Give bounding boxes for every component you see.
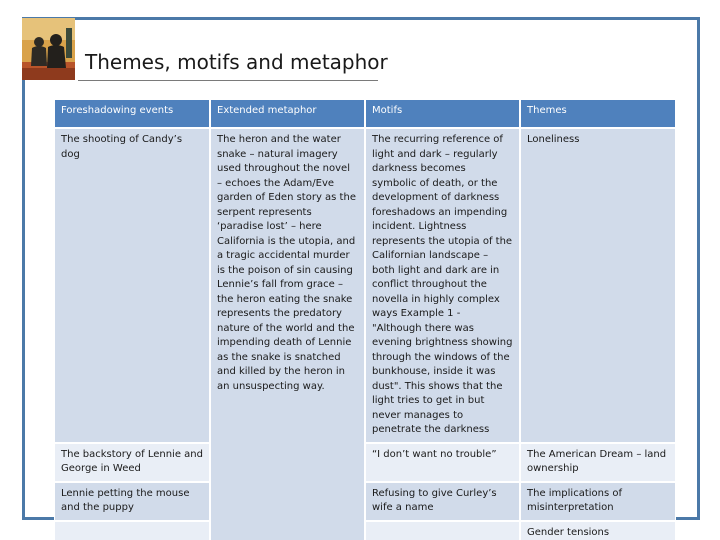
frame-right-border — [697, 17, 700, 520]
frame-top-border — [22, 17, 700, 20]
frame-bottom-right-border — [676, 517, 700, 520]
table-row — [55, 443, 675, 482]
header-themes: Themes — [520, 100, 675, 128]
cell-themes: The implications of misinterpretation — [520, 482, 675, 521]
cell-motifs: “I don’t want no trouble” — [365, 443, 520, 482]
cell-motifs: The recurring reference of light and dark – regularly darkness becomes symbolic of death, or the development of darkness foreshadows an impending incident. Lightness represents the utopia of the Californian landscape – both light and dark are in conflict throughout the novella in highly complex ways Example 1 - "Although there was evening brightness showing through the windows of the bunkhouse, inside it was dust". This shows that the light tries to get in but never manages to penetrate the darkness — [365, 128, 520, 443]
table-row — [55, 482, 675, 521]
themes-table — [55, 100, 675, 540]
cell-themes: Loneliness — [520, 128, 675, 443]
cell-foreshadowing: The backstory of Lennie and George in Weed — [55, 443, 210, 482]
painting-thumbnail-icon — [22, 18, 75, 80]
frame-bottom-left-border — [22, 517, 54, 520]
cell-foreshadowing: Lennie petting the mouse and the puppy — [55, 482, 210, 521]
table-row — [55, 128, 675, 443]
table-row — [55, 521, 675, 540]
cell-foreshadowing: The shooting of Candy’s dog — [55, 128, 210, 443]
frame-left-border — [22, 17, 25, 520]
cell-foreshadowing-empty — [55, 521, 210, 540]
title-underline — [78, 80, 378, 81]
cell-themes: Gender tensions — [520, 521, 675, 540]
header-extended-metaphor: Extended metaphor — [210, 100, 365, 128]
cell-extended-metaphor: The heron and the water snake – natural imagery used throughout the novel – echoes the Adam/Eve garden of Eden story as the serpent represents ‘paradise lost’ – here California is the utopia, and a tragic accidental murder is the poison of sin causing Lennie’s fall from grace – the heron eating the snake represents the predatory nature of the world and the impending death of Lennie as the snake is snatched and killed by the heron in an unsuspecting way. — [210, 128, 365, 540]
header-motifs: Motifs — [365, 100, 520, 128]
cell-themes: The American Dream – land ownership — [520, 443, 675, 482]
cell-motifs: Refusing to give Curley’s wife a name — [365, 482, 520, 521]
header-foreshadowing: Foreshadowing events — [55, 100, 210, 128]
table-header-row — [55, 100, 675, 128]
page-title: Themes, motifs and metaphor — [85, 50, 388, 74]
cell-motifs-empty — [365, 521, 520, 540]
